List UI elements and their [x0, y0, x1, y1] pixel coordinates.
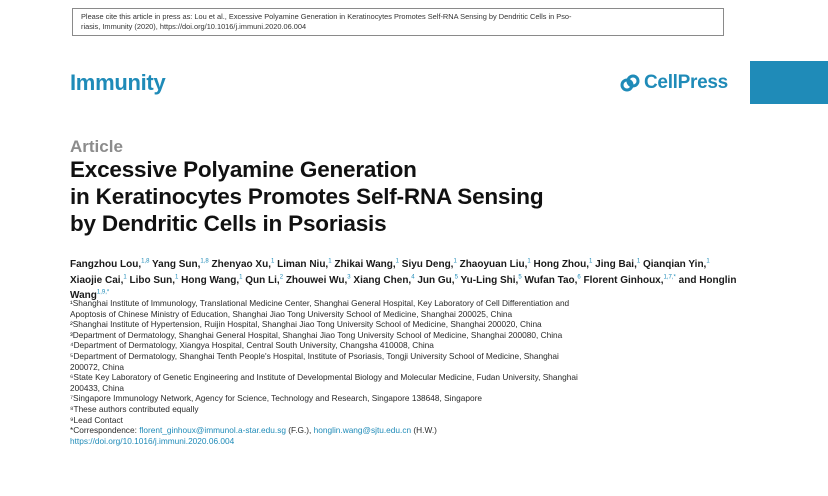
author-label: and Honglin Wang [70, 274, 737, 301]
accent-bar [750, 61, 828, 104]
author-affiliation-sup: 1 [175, 274, 179, 281]
author-name [334, 259, 399, 270]
affiliation-line: ²Shanghai Institute of Hypertension, Ruijin Hospital, Shanghai Jiao Tong University School of Medicine, Shanghai 200020, China [70, 319, 542, 330]
author-affiliation-sup: 1 [706, 259, 710, 265]
article-title [70, 156, 710, 237]
author-label: Yu-Ling Shi, [460, 274, 519, 286]
correspondence-tag: (F.G.), [285, 425, 314, 436]
affiliation-line: ⁶State Key Laboratory of Genetic Engineering and Institute of Developmental Biology and Molecular Medicine, Fudan University, Shanghai [70, 372, 578, 383]
title-line: in Keratinocytes Promotes Self-RNA Sensing [70, 184, 544, 209]
author-affiliation-sup: 1 [453, 259, 457, 265]
author-name [402, 259, 457, 270]
journal-name: Immunity [70, 70, 166, 95]
author-label: Siyu Deng, [401, 259, 454, 271]
author-label: Jun Gu, [417, 274, 455, 286]
author-label: Libo Sun, [129, 274, 176, 286]
author-label: Zhikai Wang, [334, 259, 396, 271]
author-name [129, 275, 178, 286]
title-line: by Dendritic Cells in Psoriasis [70, 211, 387, 236]
author-name [353, 275, 414, 286]
author-label: Jing Bai, [595, 259, 637, 271]
article-type: Article [70, 137, 123, 156]
author-label: Yang Sun, [152, 259, 201, 271]
author-label: Zhaoyuan Liu, [459, 259, 528, 271]
author-label: Hong Zhou, [533, 259, 590, 271]
author-affiliation-sup: 1,9,* [96, 289, 110, 296]
author-affiliation-sup: 6 [577, 274, 581, 281]
author-label: Florent Ginhoux, [583, 274, 664, 286]
author-affiliation-sup: 1 [527, 259, 531, 265]
affiliation-line: 200433, China [70, 382, 124, 393]
author-label: Wufan Tao, [524, 274, 578, 286]
affiliation-line: ¹Shanghai Institute of Immunology, Translational Medicine Center, Shanghai General Hospital, Key Laboratory of Cell Differentiation and [70, 298, 570, 308]
author-name [181, 275, 242, 286]
author-name [212, 259, 275, 270]
email-link-ginhoux[interactable]: florent_ginhoux@immunol.a-star.edu.sg [139, 425, 286, 436]
author-affiliation-sup: 1,8 [200, 259, 209, 265]
author-label: Xiaojie Cai, [70, 274, 124, 286]
affiliation-line: ⁴Department of Dermatology, Xiangya Hospital, Central South University, Changsha 410008, China [70, 340, 434, 351]
author-name [152, 259, 209, 270]
correspondence [70, 425, 738, 436]
author-name [277, 259, 331, 270]
author-affiliation-sup: 1 [636, 259, 641, 265]
affiliation-line: 200072, China [70, 361, 124, 372]
author-label: Zhenyao Xu, [211, 259, 271, 271]
author-name [524, 275, 580, 286]
author-label: Liman Niu, [277, 259, 329, 271]
affiliation-line: Apoptosis of Chinese Ministry of Education, Shanghai Jiao Tong University School of Medicine, Shanghai 200025, China [70, 308, 513, 319]
author-list [70, 256, 740, 302]
correspondence-label: *Correspondence: [70, 425, 140, 436]
author-affiliation-sup: 4 [411, 274, 415, 281]
publisher-logo [620, 72, 728, 94]
author-name [70, 275, 127, 286]
doi-link[interactable]: https://doi.org/10.1016/j.immuni.2020.06.004 [70, 435, 235, 446]
author-affiliation-sup: 1 [328, 259, 332, 265]
citation-line-2: riasis, Immunity (2020), https://doi.org/10.1016/j.immuni.2020.06.004 [81, 22, 307, 31]
citation-line-1: Please cite this article in press as: Lou et al., Excessive Polyamine Generation in Keratinocytes Promotes Self-RNA Sensing by Dendritic Cells in Pso- [81, 12, 572, 21]
author-name [460, 259, 531, 270]
author-affiliation-sup: 2 [279, 274, 284, 281]
author-name [595, 259, 640, 270]
author-affiliation-sup: 5 [518, 274, 522, 281]
affiliation-line: ⁷Singapore Immunology Network, Agency for Science, Technology and Research, Singapore 138648, Singapore [70, 393, 482, 404]
author-name [245, 275, 283, 286]
author-name [70, 259, 149, 270]
author-name [534, 259, 593, 270]
correspondence-tag: (H.W.) [411, 425, 437, 436]
author-label: Zhouwei Wu, [285, 274, 348, 286]
author-label: Xiang Chen, [353, 274, 412, 286]
citation-box [72, 8, 724, 36]
author-affiliation-sup: 1 [395, 259, 399, 265]
author-affiliation-sup: 1 [589, 259, 593, 265]
affiliations [70, 298, 738, 446]
author-label: Fangzhou Lou, [70, 259, 142, 271]
author-affiliation-sup: 1 [239, 274, 243, 281]
author-name [584, 275, 676, 286]
author-label: Qun Li, [245, 274, 280, 286]
author-affiliation-sup: 1 [123, 274, 127, 281]
publisher-name: CellPress [644, 72, 728, 93]
title-line: Excessive Polyamine Generation [70, 157, 417, 182]
author-affiliation-sup: 5 [454, 274, 458, 281]
affiliation-line: ⁵Department of Dermatology, Shanghai Tenth People's Hospital, Institute of Psoriasis, Tongji University School of Medicine, Shanghai [70, 350, 559, 361]
author-affiliation-sup: 1,7,* [663, 274, 676, 281]
author-name [461, 275, 522, 286]
author-affiliation-sup: 1,8 [141, 259, 150, 265]
cellpress-logo-icon [620, 73, 640, 93]
author-name [643, 259, 710, 270]
email-link-wang[interactable]: honglin.wang@sjtu.edu.cn [313, 425, 412, 436]
author-affiliation-sup: 3 [347, 274, 351, 281]
affiliation-line: ⁸These authors contributed equally [70, 403, 199, 414]
author-affiliation-sup: 1 [270, 259, 275, 265]
affiliation-line: ⁹Lead Contact [70, 414, 123, 425]
affiliation-line: ³Department of Dermatology, Shanghai General Hospital, Shanghai Jiao Tong University School of Medicine, Shanghai 200080, China [70, 329, 563, 340]
author-label: Qianqian Yin, [642, 259, 707, 271]
author-label: Hong Wang, [181, 274, 240, 286]
author-name [417, 275, 458, 286]
author-name [286, 275, 351, 286]
